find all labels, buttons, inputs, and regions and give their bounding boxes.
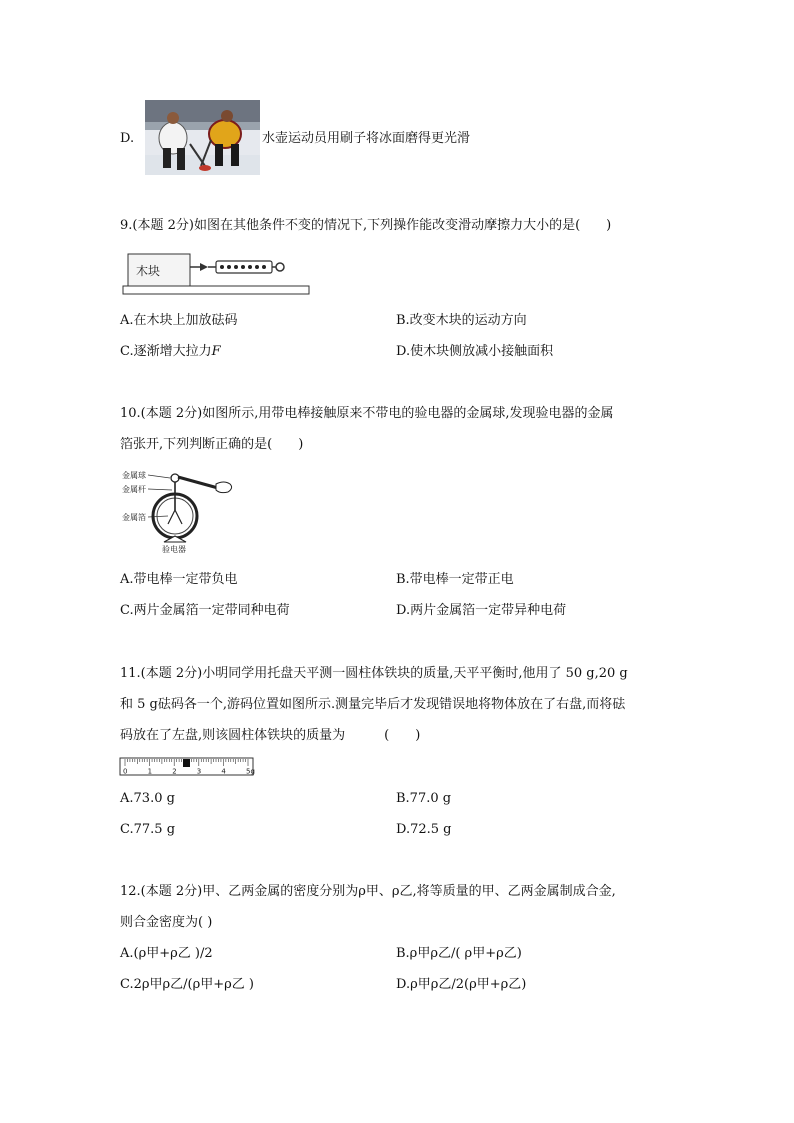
curling-photo — [145, 100, 260, 175]
scale-label: 2 — [172, 767, 177, 776]
q11-stem-line2: 和 5 g砝码各一个,游码位置如图所示.测量完毕后才发现错误地将物体放在了右盘,而将砝 — [120, 697, 626, 712]
q11-stem-line3: 码放在了左盘,则该圆柱体铁块的质量为 ( ) — [120, 728, 421, 743]
q12-stem-line1: 12.(本题 2分)甲、乙两金属的密度分别为ρ甲、ρ乙,将等质量的甲、乙两金属制成合金, — [120, 884, 616, 899]
scale-label: 5g — [246, 767, 255, 776]
electroscope-figure — [118, 466, 243, 558]
q11-option-a: A.73.0 g — [120, 791, 175, 806]
q12-option-b: B.ρ甲ρ乙/( ρ甲+ρ乙) — [396, 946, 522, 961]
scale-label: 0 — [123, 767, 128, 776]
q10-stem-line1: 10.(本题 2分)如图所示,用带电棒接触原来不带电的验电器的金属球,发现验电器的金属 — [120, 406, 614, 421]
electroscope-label-ball: 金属球 — [122, 471, 146, 480]
q10-option-c: C.两片金属箔一定带同种电荷 — [120, 603, 290, 618]
scale-label: 3 — [196, 767, 202, 776]
q8-option-d-letter: D. — [120, 131, 135, 146]
q9-stem: 9.(本题 2分)如图在其他条件不变的情况下,下列操作能改变滑动摩擦力大小的是( ) — [120, 218, 612, 233]
balance-scale-figure — [119, 757, 256, 777]
q9-option-d: D.使木块侧放减小接触面积 — [396, 344, 554, 359]
q11-option-b: B.77.0 g — [396, 791, 452, 806]
q11-option-d: D.72.5 g — [396, 822, 452, 837]
q12-option-a: A.(ρ甲+ρ乙 )/2 — [120, 946, 213, 961]
q12-stem-line2: 则合金密度为( ) — [120, 915, 213, 930]
q10-option-b: B.带电棒一定带正电 — [396, 572, 514, 587]
q9-option-b: B.改变木块的运动方向 — [396, 313, 527, 328]
q9-block-label: 木块 — [136, 264, 161, 278]
electroscope-label-foil: 金属箔 — [122, 513, 146, 522]
scale-rider-marker — [183, 759, 190, 767]
q10-option-d: D.两片金属箔一定带异种电荷 — [396, 603, 567, 618]
q11-option-c: C.77.5 g — [120, 822, 176, 837]
electroscope-caption: 验电器 — [162, 545, 186, 554]
q12-option-c: C.2ρ甲ρ乙/(ρ甲+ρ乙 ) — [120, 977, 255, 992]
q10-stem-line2: 箔张开,下列判断正确的是( ) — [120, 437, 304, 452]
electroscope-label-rod: 金属杆 — [122, 485, 146, 494]
q9-figure — [122, 252, 312, 296]
q10-option-a: A.带电棒一定带负电 — [120, 572, 238, 587]
q9-option-a: A.在木块上加放砝码 — [120, 313, 238, 328]
scale-label: 1 — [147, 767, 153, 776]
q12-option-d: D.ρ甲ρ乙/2(ρ甲+ρ乙) — [396, 977, 527, 992]
scale-label: 4 — [221, 767, 226, 776]
q11-stem-line1: 11.(本题 2分)小明同学用托盘天平测一圆柱体铁块的质量,天平平衡时,他用了 50 g,20 g — [120, 666, 628, 681]
q9-option-c: C.逐渐增大拉力𝐹 — [120, 344, 221, 359]
q8-option-d-text: 水壶运动员用刷子将冰面磨得更光滑 — [262, 131, 471, 146]
